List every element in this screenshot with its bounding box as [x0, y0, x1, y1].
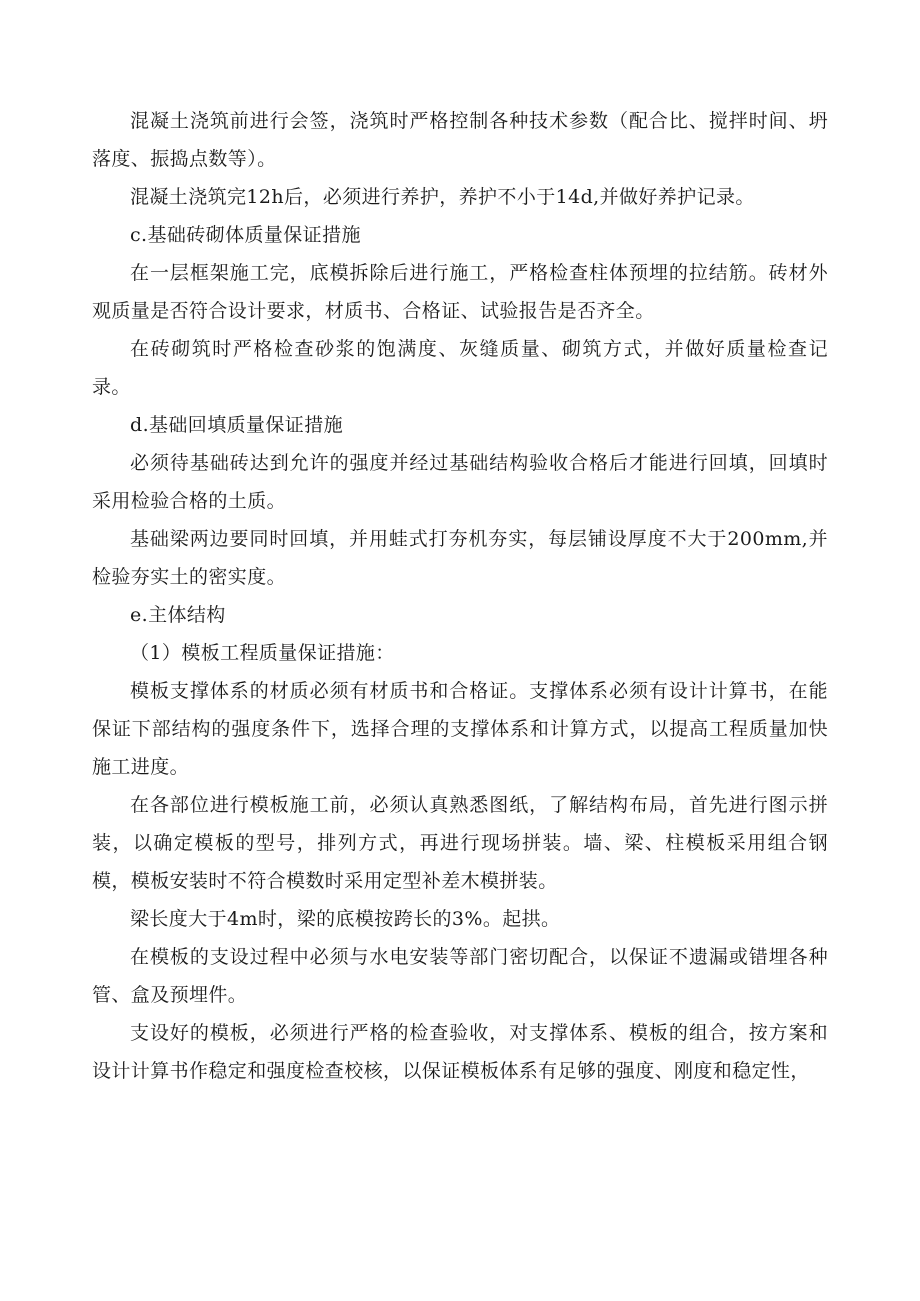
- heading-backfill: d.基础回填质量保证措施: [130, 414, 344, 436]
- paragraph-formwork-support: 模板支撑体系的材质必须有材质书和合格证。支撑体系必须有设计计算书，在能保证下部结构的强度条件下，选择合理的支撑体系和计算方式，以提高工程质量加快施工进度。: [92, 680, 828, 778]
- paragraph-concrete-curing: 混凝土浇筑完12h后，必须进行养护，养护不小于14d,并做好养护记录。: [130, 186, 755, 208]
- paragraph-backfill-timing: 必须待基础砖达到允许的强度并经过基础结构验收合格后才能进行回填，回填时采用检验合格的土质。: [92, 452, 828, 512]
- paragraph-formwork-assembly: 在各部位进行模板施工前，必须认真熟悉图纸，了解结构布局，首先进行图示拼装，以确定模板的型号，排列方式，再进行现场拼装。墙、梁、柱模板采用组合钢模，模板安装时不符合模数时采用定型补差木模拼装。: [92, 794, 828, 892]
- paragraph-formwork-inspection: 支设好的模板，必须进行严格的检查验收，对支撑体系、模板的组合，按方案和设计计算书作稳定和强度检查校核，以保证模板体系有足够的强度、刚度和稳定性，: [92, 1022, 828, 1082]
- paragraph-backfill-compaction: 基础梁两边要同时回填，并用蛙式打夯机夯实，每层铺设厚度不大于200mm,并检验夯实土的密实度。: [92, 528, 828, 588]
- heading-formwork-quality: （1）模板工程质量保证措施：: [130, 642, 395, 664]
- paragraph-concrete-signoff: 混凝土浇筑前进行会签，浇筑时严格控制各种技术参数（配合比、搅拌时间、坍落度、振捣点数等）。: [92, 110, 828, 170]
- heading-brick-masonry: c.基础砖砌体质量保证措施: [130, 224, 361, 246]
- paragraph-coordination: 在模板的支设过程中必须与水电安装等部门密切配合，以保证不遗漏或错埋各种管、盒及预埋件。: [92, 946, 828, 1006]
- paragraph-brick-mortar-check: 在砖砌筑时严格检查砂浆的饱满度、灰缝质量、砌筑方式，并做好质量检查记录。: [92, 338, 828, 398]
- document-body: [92, 102, 828, 1090]
- paragraph-brick-construction: 在一层框架施工完，底模拆除后进行施工，严格检查柱体预埋的拉结筋。砖材外观质量是否符合设计要求，材质书、合格证、试验报告是否齐全。: [92, 262, 828, 322]
- heading-main-structure: e.主体结构: [130, 604, 226, 626]
- paragraph-beam-camber: 梁长度大于4m时，梁的底模按跨长的3%。起拱。: [130, 908, 561, 930]
